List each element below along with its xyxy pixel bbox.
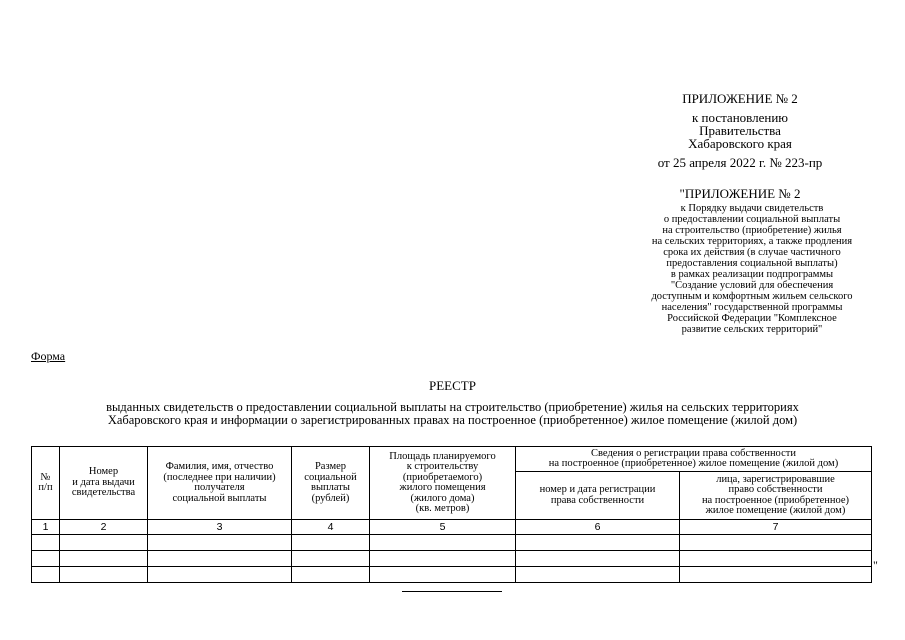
column-number: 5 [370,520,516,535]
registry-title: РЕЕСТР [429,378,476,393]
inner-appendix-line: Российской Федерации "Комплексное [667,313,837,324]
header-cell-registration-number: номер и дата регистрации права собственности [516,472,680,520]
inner-appendix-line: предоставления социальной выплаты) [666,258,838,269]
registry-subtitle-line1: выданных свидетельств о предоставлении социальной выплаты на строительство (приобретение) жилья на сельских территориях [106,400,799,414]
table-row [32,535,872,551]
header-row [32,447,872,472]
appendix-date: от 25 апреля 2022 г. № 223-пр [657,155,823,170]
header-cell-recipient: Фамилия, имя, отчество (последнее при наличии) получателя социальной выплаты [148,447,292,520]
header-cell-area: Площадь планируемого к строительству (приобретаемого) жилого помещения (жилого дома) (кв. метров) [370,447,516,520]
appendix-line3: Хабаровского края [688,136,792,151]
inner-appendix-title: "ПРИЛОЖЕНИЕ № 2 [679,186,801,201]
column-number: 4 [292,520,370,535]
inner-appendix-line: "Создание условий для обеспечения [670,280,834,291]
appendix-line1: к постановлению [691,110,789,125]
registry-subtitle-line2: Хабаровского края и информации о зарегистрированных правах на построенное (приобретенное) жилое помещение (жилой дом) [107,413,798,427]
separator-line [402,591,502,592]
table-row [32,551,872,567]
form-label: Форма [31,349,66,363]
inner-appendix-line: на сельских территориях, а также продления [651,236,853,247]
column-number: 7 [680,520,872,535]
registry-table [31,446,872,583]
inner-appendix-line: доступным и комфортным жильем сельского [651,291,853,302]
inner-appendix-line: на строительство (приобретение) жилья [662,225,842,236]
inner-appendix-line: населения" государственной программы [661,302,843,313]
header-cell-certificate: Номер и дата выдачи свидетельства [60,447,148,520]
inner-appendix-line: к Порядку выдачи свидетельств [680,203,824,214]
inner-appendix-text [612,203,892,335]
inner-appendix-line: о предоставлении социальной выплаты [663,214,841,225]
column-number-row [32,520,872,535]
table-row [32,567,872,583]
appendix-title: ПРИЛОЖЕНИЕ № 2 [682,91,798,106]
column-number: 3 [148,520,292,535]
header-cell-amount: Размер социальной выплаты (рублей) [292,447,370,520]
header-cell-registration-group: Сведения о регистрации права собственности на построенное (приобретенное) жилое помещение (жилой дом) [516,447,872,472]
inner-appendix-line: в рамках реализации подпрограммы [670,269,834,280]
inner-appendix-line: развитие сельских территорий" [681,324,823,335]
inner-appendix-line: срока их действия (в случае частичного [663,247,841,258]
closing-quote: " [873,558,878,572]
column-number: 2 [60,520,148,535]
registry-subtitle [0,401,905,427]
header-cell-number: № п/п [32,447,60,520]
column-number: 6 [516,520,680,535]
appendix-line2: Правительства [699,123,781,138]
appendix-reference [660,111,820,150]
column-number: 1 [32,520,60,535]
header-cell-registrants: лица, зарегистрировавшие право собственности на построенное (приобретенное) жилое помещение (жилой дом) [680,472,872,520]
